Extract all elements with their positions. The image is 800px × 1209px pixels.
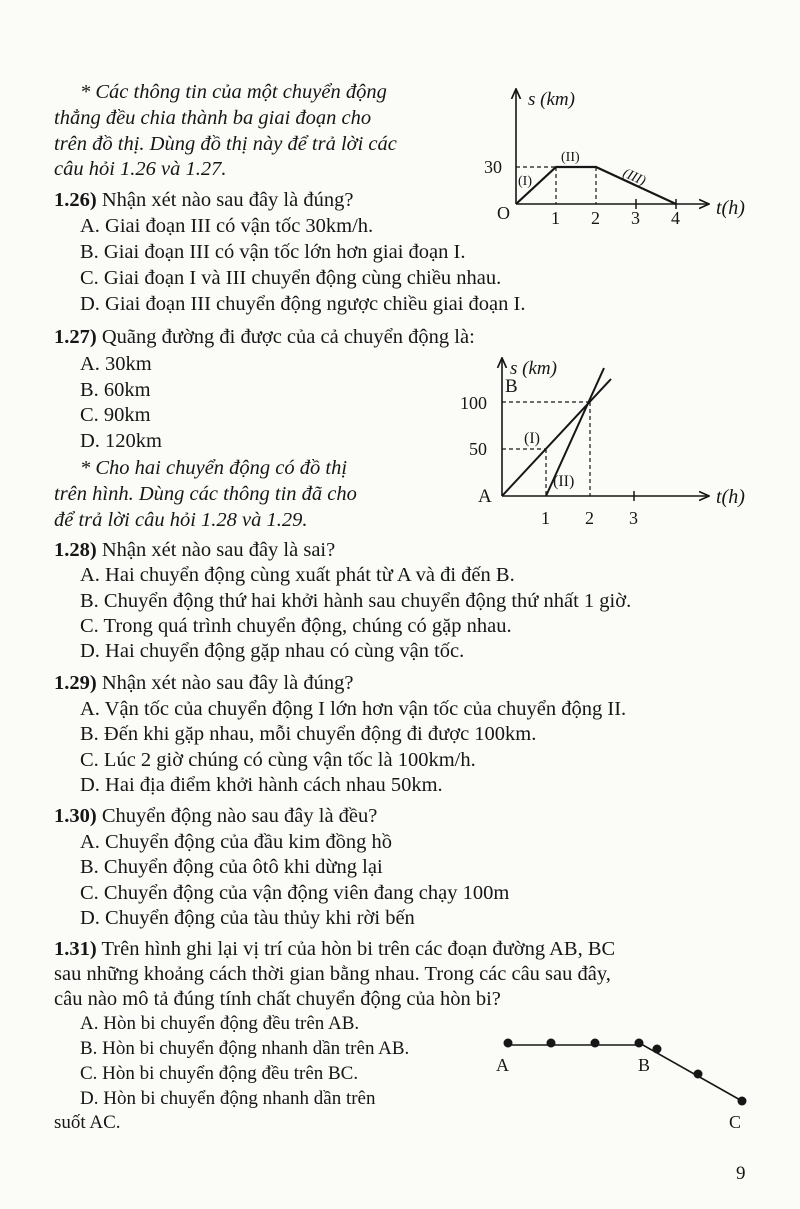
question-number: 1.31) bbox=[54, 938, 97, 960]
option-1-31-c: C. Hòn bi chuyển động đều trên BC. bbox=[80, 1063, 359, 1084]
g2-y-tick-100: 100 bbox=[460, 393, 487, 413]
option-1-31-b: B. Hòn bi chuyển động nhanh dần trên AB. bbox=[80, 1038, 410, 1059]
option-1-30-d: D. Chuyển động của tàu thủy khi rời bến bbox=[80, 907, 415, 929]
option-1-30-b: B. Chuyển động của ôtô khi dừng lại bbox=[80, 856, 383, 878]
g1-phase-1: (I) bbox=[518, 174, 532, 189]
page-number: 9 bbox=[736, 1163, 746, 1184]
ball-dot bbox=[591, 1039, 600, 1048]
intro2-line-3: để trả lời câu hỏi 1.28 và 1.29. bbox=[54, 509, 308, 531]
g1-x-tick-4: 4 bbox=[671, 208, 680, 228]
intro2-line-1: * Cho hai chuyển động có đồ thị bbox=[80, 457, 348, 479]
intro1-line-1: * Các thông tin của một chuyển động bbox=[80, 81, 387, 103]
question-number: 1.26) bbox=[54, 189, 97, 211]
question-text: Trên hình ghi lại vị trí của hòn bi trên các đoạn đường AB, BC bbox=[101, 938, 616, 960]
ball-path bbox=[508, 1045, 742, 1101]
option-1-27-b: B. 60km bbox=[80, 379, 151, 401]
option-1-29-d: D. Hai địa điểm khởi hành cách nhau 50km. bbox=[80, 774, 443, 796]
question-1-31-line-3: câu nào mô tả đúng tính chất chuyển động của hòn bi? bbox=[54, 988, 501, 1010]
option-1-29-c: C. Lúc 2 giờ chúng có cùng vận tốc là 100km/h. bbox=[80, 749, 476, 771]
g2-line-1-label: (I) bbox=[524, 430, 540, 447]
option-1-31-d: D. Hòn bi chuyển động nhanh dần trên bbox=[80, 1088, 376, 1109]
g2-x-tick-2: 2 bbox=[585, 508, 594, 528]
option-1-26-d: D. Giai đoạn III chuyển động ngược chiều giai đoạn I. bbox=[80, 293, 526, 315]
g2-x-tick-1: 1 bbox=[541, 508, 550, 528]
g2-y-label: s (km) bbox=[510, 358, 557, 379]
question-number: 1.30) bbox=[54, 805, 97, 827]
option-1-26-c: C. Giai đoạn I và III chuyển động cùng chiều nhau. bbox=[80, 267, 502, 289]
option-1-29-a: A. Vận tốc của chuyển động I lớn hơn vận tốc của chuyển động II. bbox=[80, 698, 627, 720]
g1-phase-2: (II) bbox=[561, 150, 580, 165]
intro1-line-4: câu hỏi 1.26 và 1.27. bbox=[54, 158, 227, 180]
option-1-28-a: A. Hai chuyển động cùng xuất phát từ A và đi đến B. bbox=[80, 564, 515, 586]
ball-label-b: B bbox=[638, 1055, 651, 1075]
option-1-26-b: B. Giai đoạn III có vận tốc lớn hơn giai đoạn I. bbox=[80, 241, 466, 263]
option-1-31-d-cont: suốt AC. bbox=[54, 1112, 121, 1133]
option-1-30-c: C. Chuyển động của vận động viên đang chạy 100m bbox=[80, 882, 510, 904]
question-text: Nhận xét nào sau đây là đúng? bbox=[101, 189, 354, 211]
g1-x-tick-3: 3 bbox=[631, 208, 640, 228]
g2-point-b: B bbox=[505, 376, 518, 397]
g2-point-a: A bbox=[478, 486, 492, 507]
option-1-27-d: D. 120km bbox=[80, 430, 162, 452]
option-1-31-a: A. Hòn bi chuyển động đều trên AB. bbox=[80, 1013, 360, 1034]
g2-y-tick-50: 50 bbox=[469, 439, 487, 459]
ball-label-a: A bbox=[496, 1055, 509, 1075]
question-text: Nhận xét nào sau đây là sai? bbox=[101, 539, 336, 561]
option-1-29-b: B. Đến khi gặp nhau, mỗi chuyển động đi được 100km. bbox=[80, 723, 537, 745]
question-1-31-line-2: sau những khoảng cách thời gian bằng nhau. Trong các câu sau đây, bbox=[54, 963, 611, 985]
g1-y-tick-30: 30 bbox=[484, 157, 502, 177]
g1-x-label: t(h) bbox=[716, 197, 745, 219]
option-1-28-d: D. Hai chuyển động gặp nhau có cùng vận tốc. bbox=[80, 640, 465, 662]
g2-line-2-label: (II) bbox=[553, 473, 575, 490]
ball-label-c: C bbox=[729, 1112, 742, 1132]
question-number: 1.29) bbox=[54, 672, 97, 694]
question-number: 1.27) bbox=[54, 326, 97, 348]
ball-dot bbox=[738, 1097, 747, 1106]
option-1-27-c: C. 90km bbox=[80, 404, 151, 426]
question-text: Chuyển động nào sau đây là đều? bbox=[101, 805, 378, 827]
g1-origin: O bbox=[497, 203, 510, 223]
g2-x-label: t(h) bbox=[716, 486, 745, 508]
g1-phase-3: (III) bbox=[620, 165, 648, 190]
option-1-30-a: A. Chuyển động của đầu kim đồng hồ bbox=[80, 831, 393, 853]
ball-dot bbox=[635, 1039, 644, 1048]
ball-dot bbox=[694, 1070, 703, 1079]
question-text: Nhận xét nào sau đây là đúng? bbox=[101, 672, 354, 694]
option-1-26-a: A. Giai đoạn III có vận tốc 30km/h. bbox=[80, 215, 374, 237]
question-text: Quãng đường đi được của cả chuyển động là: bbox=[101, 326, 475, 348]
ball-dot bbox=[504, 1039, 513, 1048]
g1-y-label: s (km) bbox=[528, 89, 575, 110]
ball-dot bbox=[653, 1045, 662, 1054]
g2-x-tick-3: 3 bbox=[629, 508, 638, 528]
ball-dot bbox=[547, 1039, 556, 1048]
g1-x-tick-2: 2 bbox=[591, 208, 600, 228]
option-1-28-b: B. Chuyển động thứ hai khởi hành sau chuyển động thứ nhất 1 giờ. bbox=[80, 590, 632, 612]
option-1-27-a: A. 30km bbox=[80, 353, 152, 375]
intro1-line-2: thẳng đều chia thành ba giai đoạn cho bbox=[54, 107, 372, 129]
option-1-28-c: C. Trong quá trình chuyển động, chúng có gặp nhau. bbox=[80, 615, 512, 637]
intro1-line-3: trên đồ thị. Dùng đồ thị này để trả lời các bbox=[54, 133, 397, 155]
g1-x-tick-1: 1 bbox=[551, 208, 560, 228]
question-number: 1.28) bbox=[54, 539, 97, 561]
intro2-line-2: trên hình. Dùng các thông tin đã cho bbox=[54, 483, 357, 505]
